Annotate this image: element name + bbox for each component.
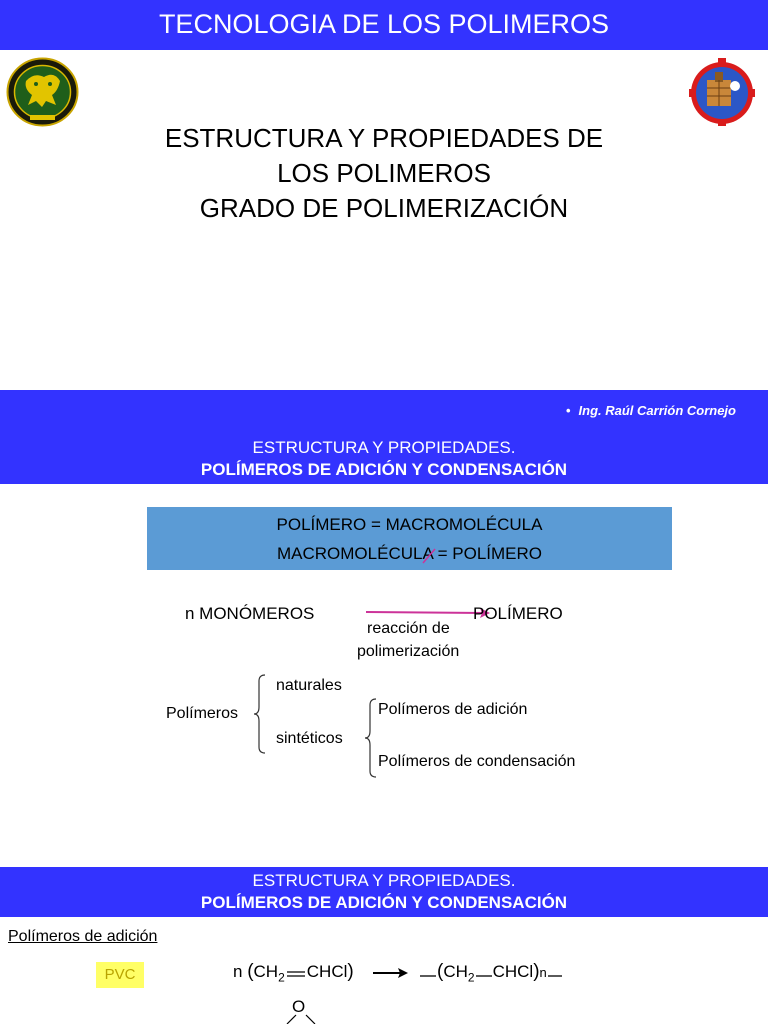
sinteticos-label: sintéticos (276, 730, 343, 747)
product-ch2: CH (443, 962, 468, 981)
faculty-seal-logo (689, 58, 755, 126)
slide2-header-line2: POLÍMEROS DE ADICIÓN Y CONDENSACIÓN (200, 460, 568, 479)
eq-ch2: CH (253, 962, 279, 981)
slide2-header-band (0, 390, 768, 484)
strike-slash-icon (420, 547, 438, 565)
title-line-1: ESTRUCTURA Y PROPIEDADES DE (164, 123, 604, 153)
monomers-label: n MONÓMEROS (185, 604, 315, 623)
addition-polymers-subtitle: Polímeros de adición (8, 928, 158, 945)
product-n: n (539, 965, 547, 980)
condensacion-label: Polímeros de condensación (378, 753, 576, 770)
oxygen-atom-label: O (292, 997, 306, 1016)
title-line-2: LOS POLIMEROS (277, 158, 491, 188)
author-credit (566, 403, 736, 418)
eq-sub: 2 (278, 970, 285, 985)
left-brace-icon (253, 673, 267, 755)
pvc-highlight: PVC (96, 962, 144, 988)
bullet-icon: • (565, 403, 571, 418)
slide3-header-title (0, 870, 768, 914)
eq-chcl: CHCl (306, 962, 348, 981)
slide2-header-line1: ESTRUCTURA Y PROPIEDADES. (252, 438, 516, 457)
double-bond-icon (285, 963, 307, 983)
left-brace-icon-2 (364, 697, 378, 779)
reaction-label-line1: reacción de (367, 620, 450, 637)
equals-sign: = (437, 544, 448, 563)
author-name: Ing. Raúl Carrión Cornejo (578, 403, 736, 418)
presentation-title (0, 121, 768, 226)
reaction-label-line2: polimerización (357, 643, 460, 660)
eq-n: n (233, 962, 243, 981)
definition-line-2 (147, 539, 672, 568)
naturales-label: naturales (276, 677, 342, 694)
slide2-header-title (0, 437, 768, 481)
pvc-product: ($CH_2$ CHCl)n (437, 961, 547, 985)
product-chcl: CHCl (492, 962, 534, 981)
pvc-equation: n ($CH_2$ CHCl) (233, 961, 354, 985)
university-seal-logo (6, 57, 79, 127)
slide3-header-line2: POLÍMEROS DE ADICIÓN Y CONDENSACIÓN (200, 893, 568, 912)
definition-term-b: POLÍMERO (452, 544, 543, 563)
adicion-label: Polímeros de adición (378, 701, 528, 718)
definition-box (147, 507, 672, 570)
definition-line-1: POLÍMERO = MACROMOLÉCULA (276, 515, 543, 534)
slide3-header-line1: ESTRUCTURA Y PROPIEDADES. (252, 871, 516, 890)
definition-term-a: MACROMOLÉCULA (276, 544, 433, 563)
polimeros-root-label: Polímeros (166, 705, 239, 722)
single-bond-icon (475, 963, 493, 983)
slide1-header (0, 0, 768, 50)
title-line-3: GRADO DE POLIMERIZACIÓN (199, 193, 569, 223)
epoxide-bonds-icon (284, 1014, 318, 1024)
equation-arrow-icon (372, 966, 410, 980)
polymer-label: POLÍMERO (473, 604, 563, 623)
product-sub: 2 (467, 970, 475, 985)
slide1-header-text: TECNOLOGIA DE LOS POLIMEROS (158, 9, 610, 39)
slide3-header-band (0, 867, 768, 917)
